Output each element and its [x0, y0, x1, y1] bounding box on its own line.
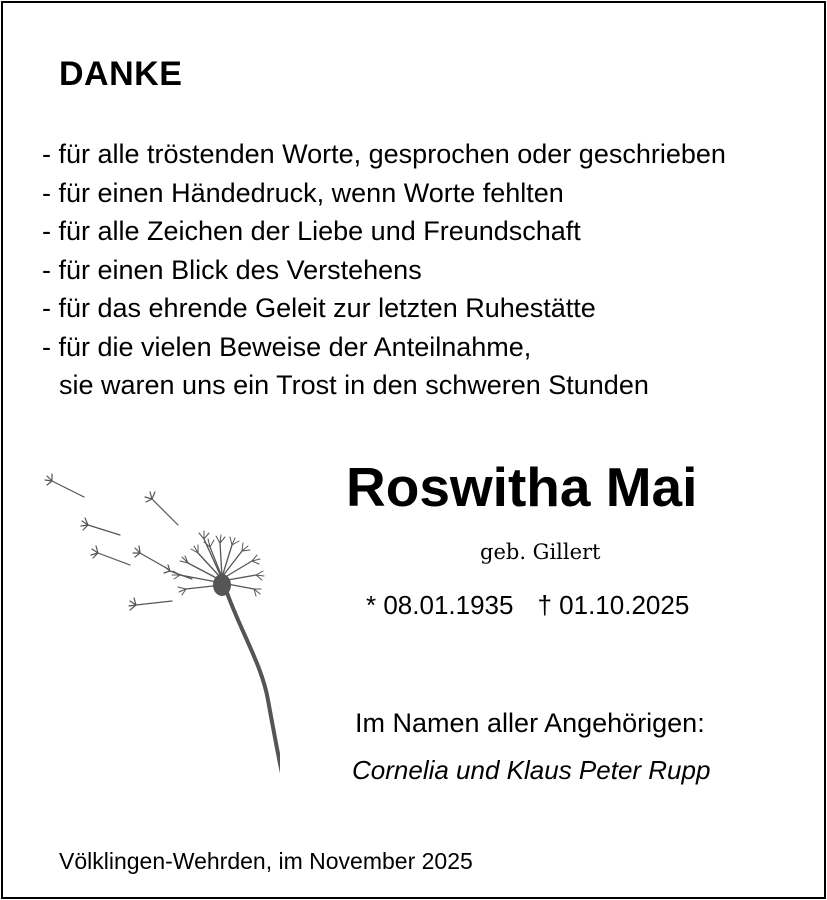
- thanks-list: [42, 135, 726, 366]
- place-and-date: Völklingen-Wehrden, im November 2025: [59, 848, 473, 874]
- mourner-names: Cornelia und Klaus Peter Rupp: [352, 755, 711, 785]
- thanks-line: - für einen Händedruck, wenn Worte fehlten: [42, 177, 564, 208]
- on-behalf-line: Im Namen aller Angehörigen:: [355, 708, 705, 738]
- deceased-name: Roswitha Mai: [346, 456, 698, 518]
- thanks-continuation: sie waren uns ein Trost in den schweren Stunden: [59, 370, 649, 400]
- notice-heading: DANKE: [59, 55, 183, 93]
- death-date: † 01.10.2025: [537, 590, 690, 620]
- thanks-line: - für die vielen Beweise der Anteilnahme,: [42, 331, 532, 362]
- maiden-name: geb. Gillert: [480, 540, 601, 564]
- thanks-line: - für alle Zeichen der Liebe und Freundschaft: [42, 216, 581, 246]
- birth-date: * 08.01.1935: [366, 590, 514, 620]
- thanks-line: - für einen Blick des Verstehens: [42, 254, 422, 285]
- dandelion-icon: [40, 465, 280, 785]
- thanks-line: - für alle tröstenden Worte, gesprochen oder geschrieben: [42, 139, 726, 169]
- life-dates: [366, 590, 689, 621]
- thanks-line: - für das ehrende Geleit zur letzten Ruhestätte: [42, 293, 596, 323]
